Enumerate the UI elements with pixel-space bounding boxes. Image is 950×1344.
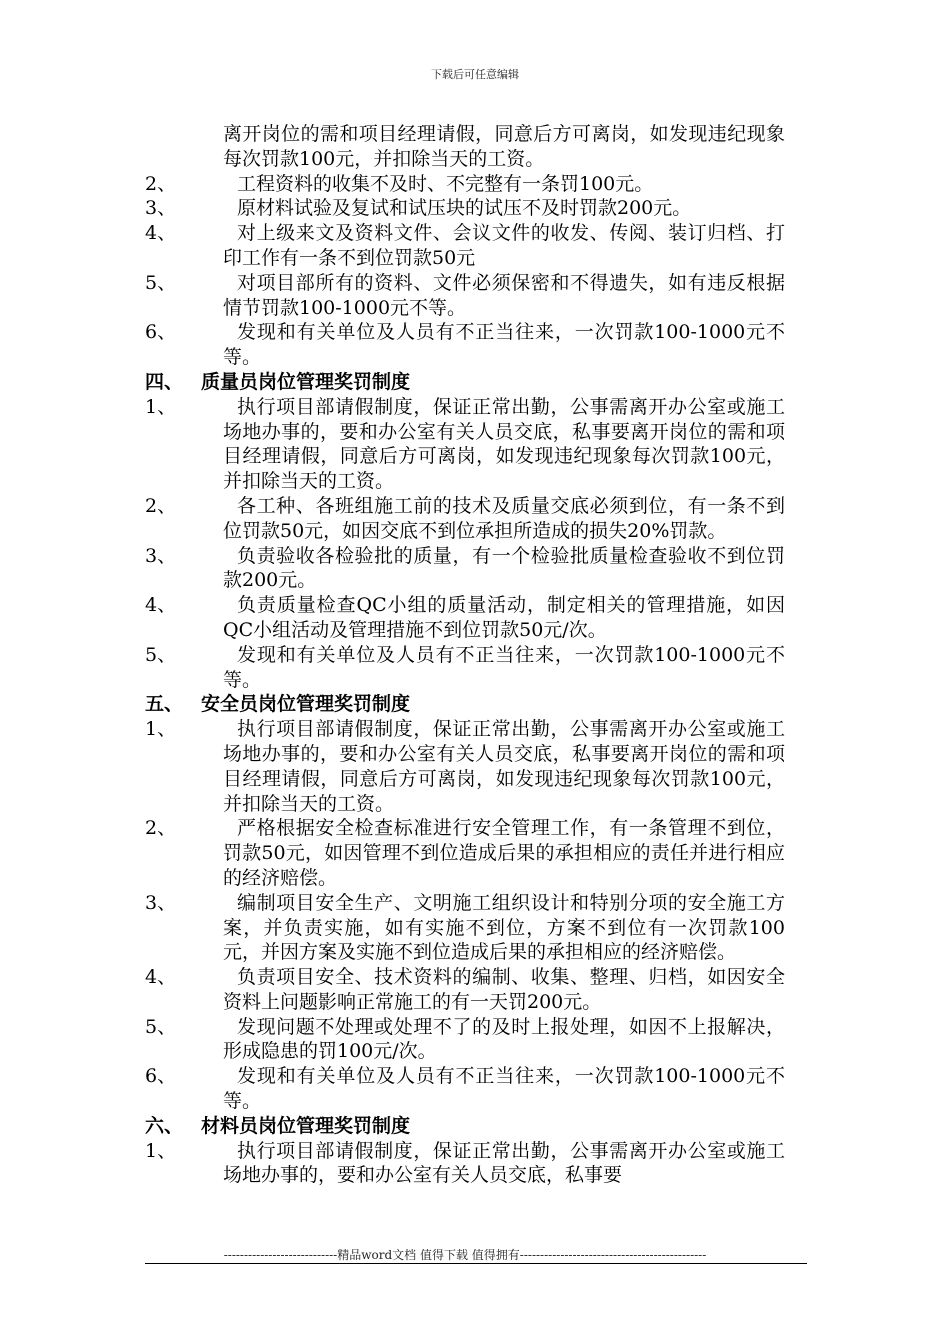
item-text: 各工种、各班组施工前的技术及质量交底必须到位，有一条不到位罚款50元，如因交底不到位承担所造成的损失20%罚款。 — [223, 494, 785, 542]
list-item — [145, 717, 785, 816]
item-text: 原材料试验及复试和试压块的试压不及时罚款200元。 — [237, 197, 692, 220]
section-number: 四、 — [145, 370, 184, 393]
list-item — [145, 320, 785, 370]
item-text: 对上级来文及资料文件、会议文件的收发、传阅、装订归档、打印工作有一条不到位罚款50元 — [223, 222, 785, 269]
section-number: 六、 — [145, 1114, 184, 1137]
item-number: 1、 — [145, 718, 177, 741]
list-item — [145, 816, 785, 890]
item-number: 3、 — [145, 891, 177, 914]
section-number: 五、 — [145, 693, 184, 716]
item-text: 负责项目安全、技术资料的编制、收集、整理、归档，如因安全资料上问题影响正常施工的有一天罚200元。 — [223, 966, 785, 1013]
list-item — [145, 643, 785, 693]
section-title: 材料员岗位管理奖罚制度 — [201, 1114, 411, 1137]
page-header-note: 下载后可任意编辑 — [431, 68, 519, 81]
item-number: 1、 — [145, 1139, 177, 1162]
item-text: 负责验收各检验批的质量，有一个检验批质量检查验收不到位罚款200元。 — [223, 544, 785, 592]
item-number: 6、 — [145, 321, 177, 344]
section-heading — [145, 692, 785, 717]
section-heading — [145, 370, 785, 395]
item-number: 2、 — [145, 172, 177, 195]
item-text: 编制项目安全生产、文明施工组织设计和特别分项的安全施工方案，并负责实施，如有实施不到位，方案不到位有一次罚款100元，并因方案及实施不到位造成后果的承担相应的经济赔偿。 — [223, 891, 785, 964]
document-body — [145, 122, 785, 1188]
item-text: 发现和有关单位及人员有不正当往来，一次罚款100-1000元不等。 — [223, 643, 785, 691]
list-item — [145, 271, 785, 321]
item-number: 4、 — [145, 222, 177, 245]
section-title: 安全员岗位管理奖罚制度 — [201, 693, 411, 716]
list-item — [145, 1139, 785, 1189]
list-item — [145, 891, 785, 965]
list-item — [145, 172, 785, 197]
section-heading — [145, 1114, 785, 1139]
list-item — [145, 1064, 785, 1114]
item-text: 发现和有关单位及人员有不正当往来，一次罚款100-1000元不等。 — [223, 1065, 785, 1113]
item-number: 4、 — [145, 594, 177, 617]
list-item — [145, 196, 785, 221]
list-item — [145, 221, 785, 271]
page-footer-note: ----------------------------精品word文档 值得下载 值得拥有---------------------------------------------- — [223, 1248, 707, 1262]
item-number: 4、 — [145, 966, 177, 989]
item-number: 2、 — [145, 494, 177, 517]
item-number: 5、 — [145, 643, 177, 666]
list-item — [145, 593, 785, 643]
list-item — [145, 494, 785, 544]
list-item — [145, 965, 785, 1015]
list-item — [145, 1015, 785, 1065]
item-number: 5、 — [145, 271, 177, 294]
item-number: 3、 — [145, 544, 177, 567]
item-text: 负责质量检查QC小组的质量活动，制定相关的管理措施，如因QC小组活动及管理措施不到位罚款50元/次。 — [223, 594, 785, 641]
item-text: 执行项目部请假制度，保证正常出勤，公事需离开办公室或施工场地办事的，要和办公室有关人员交底，私事要离开岗位的需和项目经理请假，同意后方可离岗，如发现违纪现象每次罚款100元，并扣除当天的工资。 — [223, 395, 785, 493]
item-text: 发现问题不处理或处理不了的及时上报处理，如因不上报解决，形成隐患的罚100元/次。 — [223, 1015, 785, 1063]
list-item — [145, 395, 785, 494]
list-item — [145, 544, 785, 594]
item-text: 对项目部所有的资料、文件必须保密和不得遗失，如有违反根据情节罚款100-1000元不等。 — [223, 271, 785, 319]
item-text: 工程资料的收集不及时、不完整有一条罚100元。 — [237, 172, 654, 195]
item-number: 2、 — [145, 817, 177, 840]
item-text: 执行项目部请假制度，保证正常出勤，公事需离开办公室或施工场地办事的，要和办公室有关人员交底，私事要 — [223, 1139, 785, 1187]
section-title: 质量员岗位管理奖罚制度 — [201, 370, 411, 393]
paragraph-continuation: 离开岗位的需和项目经理请假，同意后方可离岗，如发现违纪现象每次罚款100元，并扣除当天的工资。 — [223, 123, 785, 170]
item-text: 执行项目部请假制度，保证正常出勤，公事需离开办公室或施工场地办事的，要和办公室有关人员交底，私事要离开岗位的需和项目经理请假，同意后方可离岗，如发现违纪现象每次罚款100元，并扣除当天的工资。 — [223, 718, 785, 815]
item-number: 5、 — [145, 1015, 177, 1038]
footer-divider — [145, 1263, 807, 1264]
item-number: 3、 — [145, 197, 177, 220]
item-text: 发现和有关单位及人员有不正当往来，一次罚款100-1000元不等。 — [223, 321, 785, 369]
item-text: 严格根据安全检查标准进行安全管理工作，有一条管理不到位，罚款50元，如因管理不到位造成后果的承担相应的责任并进行相应的经济赔偿。 — [223, 817, 785, 889]
item-number: 1、 — [145, 395, 177, 418]
item-number: 6、 — [145, 1065, 177, 1088]
